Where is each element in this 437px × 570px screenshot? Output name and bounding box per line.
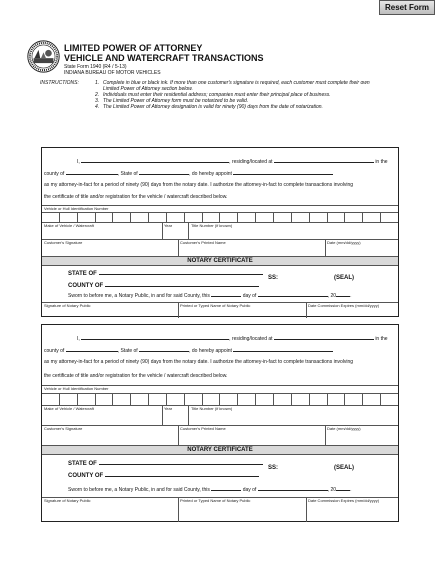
notary-county-field[interactable] bbox=[105, 281, 259, 287]
seal-label: (SEAL) bbox=[334, 465, 354, 471]
ss-label: SS: bbox=[268, 275, 279, 281]
attorney-name-field[interactable] bbox=[233, 170, 333, 175]
sworn-month-field[interactable] bbox=[258, 292, 328, 297]
certificate-text: the certificate of title and/or registration for the vehicle / watercraft described below. bbox=[44, 373, 228, 379]
state-field[interactable] bbox=[139, 347, 189, 352]
attorney-name-field[interactable] bbox=[233, 347, 333, 352]
address-field[interactable] bbox=[274, 335, 374, 340]
customer-name-field[interactable] bbox=[81, 335, 229, 340]
vin-label: Vehicle or Hull Identification Number bbox=[44, 386, 109, 391]
seal-label: (SEAL) bbox=[334, 275, 354, 281]
appoint-label: , do hereby appoint bbox=[189, 171, 232, 177]
power-of-attorney-section-1: I, , residing/located at in the county of , State of , do hereby appoint as my attorney-in-fact for a period of ninety (90) days from the notary date. I authorize the attorney-in-fact to complete transactions involving the certificate of title and/or registration for the vehicle / watercraft described below. Vehicle or Hull Identification Number Make of Vehicle / Watercraft Year Title Number (if known) Customer's Signature Customer's Printed Name Date (mm/dd/yyyy) NOTARY CERTIFICATE STATE OF SS: (SEAL) COUNTY OF Sworn to before me, a Notary Public, in and for said County, this day of , 20 . Signature of Notary Public Printed or Typed Name of Notary Public Date Commission Expires (mm/dd/yyyy) bbox=[41, 147, 399, 317]
county-of-label: county of bbox=[44, 171, 65, 177]
year-label: Year bbox=[164, 223, 173, 228]
customer-name-field[interactable] bbox=[81, 158, 229, 163]
instruction-item: 4. The Limited Power of Attorney designation is valid for ninety (90) days from the date of notarization. bbox=[95, 104, 323, 110]
form-title: LIMITED POWER OF ATTORNEY bbox=[64, 43, 203, 53]
year-prefix-label: , 20 bbox=[327, 487, 337, 493]
customer-signature-label: Customer's Signature bbox=[44, 240, 83, 245]
notary-state-label: STATE OF bbox=[68, 271, 97, 277]
sworn-text: Sworn to before me, a Notary Public, in and for said County, this bbox=[68, 487, 210, 493]
instructions-label: INSTRUCTIONS: bbox=[40, 80, 79, 86]
instruction-item: Limited Power of Attorney section below. bbox=[103, 86, 193, 92]
appoint-label: , do hereby appoint bbox=[189, 348, 232, 354]
make-label: Make of Vehicle / Watercraft bbox=[44, 406, 94, 411]
address-field[interactable] bbox=[274, 158, 374, 163]
vin-field[interactable] bbox=[42, 393, 398, 405]
in-the-label: in the bbox=[375, 159, 388, 165]
county-of-label: county of bbox=[44, 348, 65, 354]
sworn-year-field[interactable] bbox=[336, 292, 350, 297]
date-label: Date (mm/dd/yyyy) bbox=[327, 240, 361, 245]
notary-county-label: COUNTY OF bbox=[68, 473, 104, 479]
commission-expires-label: Date Commission Expires (mm/dd/yyyy) bbox=[308, 303, 380, 308]
county-field[interactable] bbox=[66, 347, 118, 352]
title-number-label: Title Number (if known) bbox=[191, 223, 233, 228]
instruction-item: 3. The Limited Power of Attorney form must be notarized to be valid. bbox=[95, 98, 249, 104]
notary-certificate-header: NOTARY CERTIFICATE bbox=[42, 445, 398, 455]
notary-state-field[interactable] bbox=[99, 269, 263, 275]
commission-expires-label: Date Commission Expires (mm/dd/yyyy) bbox=[308, 498, 380, 503]
sworn-day-field[interactable] bbox=[211, 486, 241, 491]
day-of-label: day of bbox=[242, 293, 257, 299]
i-label: I, bbox=[77, 159, 80, 165]
customer-signature-label: Customer's Signature bbox=[44, 426, 83, 431]
notary-county-label: COUNTY OF bbox=[68, 283, 104, 289]
sworn-month-field[interactable] bbox=[258, 486, 328, 491]
in-the-label: in the bbox=[375, 336, 388, 342]
title-number-label: Title Number (if known) bbox=[191, 406, 233, 411]
ss-label: SS: bbox=[268, 465, 279, 471]
form-header bbox=[64, 44, 384, 76]
make-label: Make of Vehicle / Watercraft bbox=[44, 223, 94, 228]
notary-signature-label: Signature of Notary Public bbox=[44, 498, 91, 503]
year-label: Year bbox=[164, 406, 173, 411]
year-prefix-label: , 20 bbox=[327, 293, 337, 299]
residing-label: , residing/located at bbox=[229, 336, 273, 342]
notary-printed-label: Printed or Typed Name of Notary Public bbox=[180, 303, 251, 308]
notary-state-field[interactable] bbox=[99, 459, 263, 465]
notary-county-field[interactable] bbox=[105, 471, 259, 477]
indiana-state-seal-icon bbox=[27, 40, 60, 73]
date-label: Date (mm/dd/yyyy) bbox=[327, 426, 361, 431]
vin-field[interactable] bbox=[42, 212, 398, 222]
reset-form-button[interactable]: Reset Form bbox=[379, 0, 435, 15]
i-label: I, bbox=[77, 336, 80, 342]
attorney-text: as my attorney-in-fact for a period of ninety (90) days from the notary date. I authorize the attorney-in-fact to complete transactions involving bbox=[44, 359, 354, 365]
notary-printed-label: Printed or Typed Name of Notary Public bbox=[180, 498, 251, 503]
instruction-item: 1. Complete in blue or black ink. If more than one customer's signature is required, each customer must complete their own bbox=[95, 80, 370, 86]
power-of-attorney-section-2: I, , residing/located at in the county of , State of , do hereby appoint as my attorney-in-fact for a period of ninety (90) days from the notary date. I authorize the attorney-in-fact to complete transactions involving the certificate of title and/or registration for the vehicle / watercraft described below. Vehicle or Hull Identification Number Make of Vehicle / Watercraft Year Title Number (if known) Customer's Signature Customer's Printed Name Date (mm/dd/yyyy) NOTARY CERTIFICATE STATE OF SS: (SEAL) COUNTY OF Sworn to before me, a Notary Public, in and for said County, this day of , 20 . Signature of Notary Public Printed or Typed Name of Notary Public Date Commission Expires (mm/dd/yyyy) bbox=[41, 324, 399, 522]
notary-certificate-header: NOTARY CERTIFICATE bbox=[42, 256, 398, 266]
state-of-label: , State of bbox=[117, 171, 138, 177]
notary-signature-label: Signature of Notary Public bbox=[44, 303, 91, 308]
residing-label: , residing/located at bbox=[229, 159, 273, 165]
sworn-text: Sworn to before me, a Notary Public, in and for said County, this bbox=[68, 293, 210, 299]
state-of-label: , State of bbox=[117, 348, 138, 354]
agency-name: INDIANA BUREAU OF MOTOR VEHICLES bbox=[64, 70, 161, 76]
vin-label: Vehicle or Hull Identification Number bbox=[44, 206, 109, 211]
notary-state-label: STATE OF bbox=[68, 461, 97, 467]
form-number: State Form 1940 (R4 / 5-13) bbox=[64, 64, 127, 70]
sworn-day-field[interactable] bbox=[211, 292, 241, 297]
instruction-item: 2. Individuals must enter their residential address; companies must enter their principal place of business. bbox=[95, 92, 331, 98]
attorney-text: as my attorney-in-fact for a period of ninety (90) days from the notary date. I authorize the attorney-in-fact to complete transactions involving bbox=[44, 182, 354, 188]
certificate-text: the certificate of title and/or registration for the vehicle / watercraft described below. bbox=[44, 194, 228, 200]
customer-printed-label: Customer's Printed Name bbox=[180, 240, 226, 245]
state-field[interactable] bbox=[139, 170, 189, 175]
day-of-label: day of bbox=[242, 487, 257, 493]
county-field[interactable] bbox=[66, 170, 118, 175]
form-subtitle: VEHICLE AND WATERCRAFT TRANSACTIONS bbox=[64, 53, 264, 63]
customer-printed-label: Customer's Printed Name bbox=[180, 426, 226, 431]
sworn-year-field[interactable] bbox=[336, 486, 350, 491]
